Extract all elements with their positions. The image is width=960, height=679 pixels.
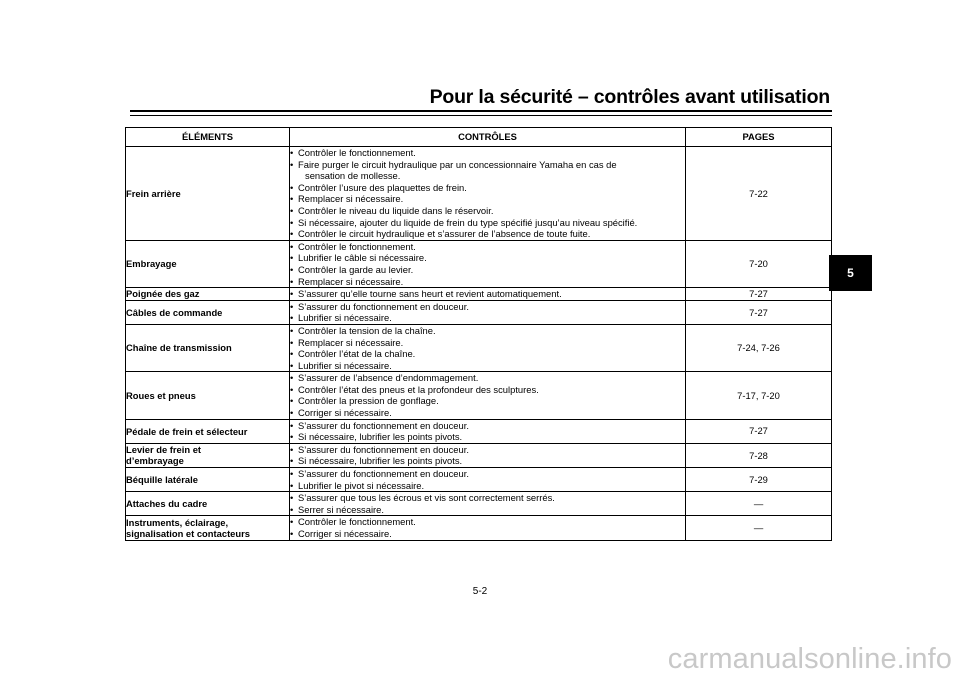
check-item: • Contrôler le niveau du liquide dans le réservoir. [290, 205, 685, 217]
table-row [126, 147, 832, 241]
header-pages: PAGES [686, 128, 832, 147]
check-item: • Lubrifier si nécessaire. [290, 360, 685, 372]
row-checks [290, 300, 686, 324]
check-item: • Contrôler le fonctionnement. [290, 516, 685, 528]
watermark: carmanualsonline.info [667, 643, 952, 675]
row-checks [290, 468, 686, 492]
check-item: • Contrôler le fonctionnement. [290, 241, 685, 253]
check-item: • S’assurer que tous les écrous et vis sont correctement serrés. [290, 492, 685, 504]
page-number: 5-2 [472, 586, 488, 597]
check-item: • S’assurer qu’elle tourne sans heurt et revient automatiquement. [290, 288, 685, 300]
row-item: Attaches du cadre [126, 492, 290, 516]
check-item: • Remplacer si nécessaire. [290, 337, 685, 349]
header-checks: CONTRÔLES [290, 128, 686, 147]
check-item: • Remplacer si nécessaire. [290, 276, 685, 288]
check-item: • Contrôler le circuit hydraulique et s’assurer de l’absence de toute fuite. [290, 228, 685, 240]
check-item: • Si nécessaire, ajouter du liquide de frein du type spécifié jusqu’au niveau spécifié. [290, 217, 685, 229]
table-row [126, 419, 832, 443]
table-row [126, 443, 832, 467]
table-header-row [126, 128, 832, 147]
row-item: Câbles de commande [126, 300, 290, 324]
row-item: Frein arrière [126, 147, 290, 241]
check-item: • Si nécessaire, lubrifier les points pivots. [290, 431, 685, 443]
check-item: • Remplacer si nécessaire. [290, 193, 685, 205]
check-item: • S’assurer du fonctionnement en douceur. [290, 468, 685, 480]
page-title: Pour la sécurité – contrôles avant utilisation [429, 86, 830, 108]
check-item: • S’assurer du fonctionnement en douceur. [290, 420, 685, 432]
check-item: • Lubrifier le pivot si nécessaire. [290, 480, 685, 492]
check-item: • Contrôler le fonctionnement. [290, 147, 685, 159]
check-item: • Contrôler l’usure des plaquettes de frein. [290, 182, 685, 194]
check-item: • Contrôler l’état des pneus et la profondeur des sculptures. [290, 384, 685, 396]
row-checks [290, 443, 686, 467]
row-pages: — [686, 516, 832, 540]
chapter-tab[interactable]: 5 [829, 255, 872, 291]
row-pages: 7-27 [686, 419, 832, 443]
row-item: Chaîne de transmission [126, 324, 290, 371]
row-pages: 7-22 [686, 147, 832, 241]
check-item: • S’assurer du fonctionnement en douceur. [290, 301, 685, 313]
row-checks [290, 288, 686, 301]
row-item: Béquille latérale [126, 468, 290, 492]
checklist-table [125, 127, 832, 541]
table-row [126, 324, 832, 371]
header-items: ÉLÉMENTS [126, 128, 290, 147]
check-item: • Contrôler la garde au levier. [290, 264, 685, 276]
row-checks [290, 372, 686, 419]
row-pages: 7-27 [686, 300, 832, 324]
check-item: • Contrôler la tension de la chaîne. [290, 325, 685, 337]
title-rule-thick [130, 110, 832, 112]
check-item: • Faire purger le circuit hydraulique par un concessionnaire Yamaha en cas de sensation de mollesse. [290, 159, 685, 182]
row-item: Poignée des gaz [126, 288, 290, 301]
row-pages: 7-24, 7-26 [686, 324, 832, 371]
row-item: Levier de frein et d’embrayage [126, 443, 290, 467]
row-item: Embrayage [126, 240, 290, 287]
check-item: • Contrôler la pression de gonflage. [290, 395, 685, 407]
row-checks [290, 516, 686, 540]
check-item: • Serrer si nécessaire. [290, 504, 685, 516]
row-pages: 7-20 [686, 240, 832, 287]
row-checks [290, 419, 686, 443]
table-row [126, 516, 832, 540]
check-item: • Lubrifier si nécessaire. [290, 312, 685, 324]
check-item: • S’assurer de l’absence d’endommagement. [290, 372, 685, 384]
check-item: • Corriger si nécessaire. [290, 407, 685, 419]
row-checks [290, 324, 686, 371]
check-item: • Contrôler l’état de la chaîne. [290, 348, 685, 360]
title-rule-thin [130, 115, 832, 116]
row-item: Instruments, éclairage, signalisation et contacteurs [126, 516, 290, 540]
table-row [126, 240, 832, 287]
row-checks [290, 240, 686, 287]
row-checks [290, 147, 686, 241]
table-row [126, 300, 832, 324]
table-row [126, 372, 832, 419]
check-item: • Corriger si nécessaire. [290, 528, 685, 540]
table-row [126, 492, 832, 516]
table-row [126, 468, 832, 492]
check-item: • Lubrifier le câble si nécessaire. [290, 252, 685, 264]
check-item: • S’assurer du fonctionnement en douceur. [290, 444, 685, 456]
row-pages: 7-29 [686, 468, 832, 492]
row-pages: 7-28 [686, 443, 832, 467]
row-pages: 7-27 [686, 288, 832, 301]
row-item: Roues et pneus [126, 372, 290, 419]
row-pages: 7-17, 7-20 [686, 372, 832, 419]
table-row [126, 288, 832, 301]
row-checks [290, 492, 686, 516]
check-item: • Si nécessaire, lubrifier les points pivots. [290, 455, 685, 467]
row-item: Pédale de frein et sélecteur [126, 419, 290, 443]
row-pages: — [686, 492, 832, 516]
